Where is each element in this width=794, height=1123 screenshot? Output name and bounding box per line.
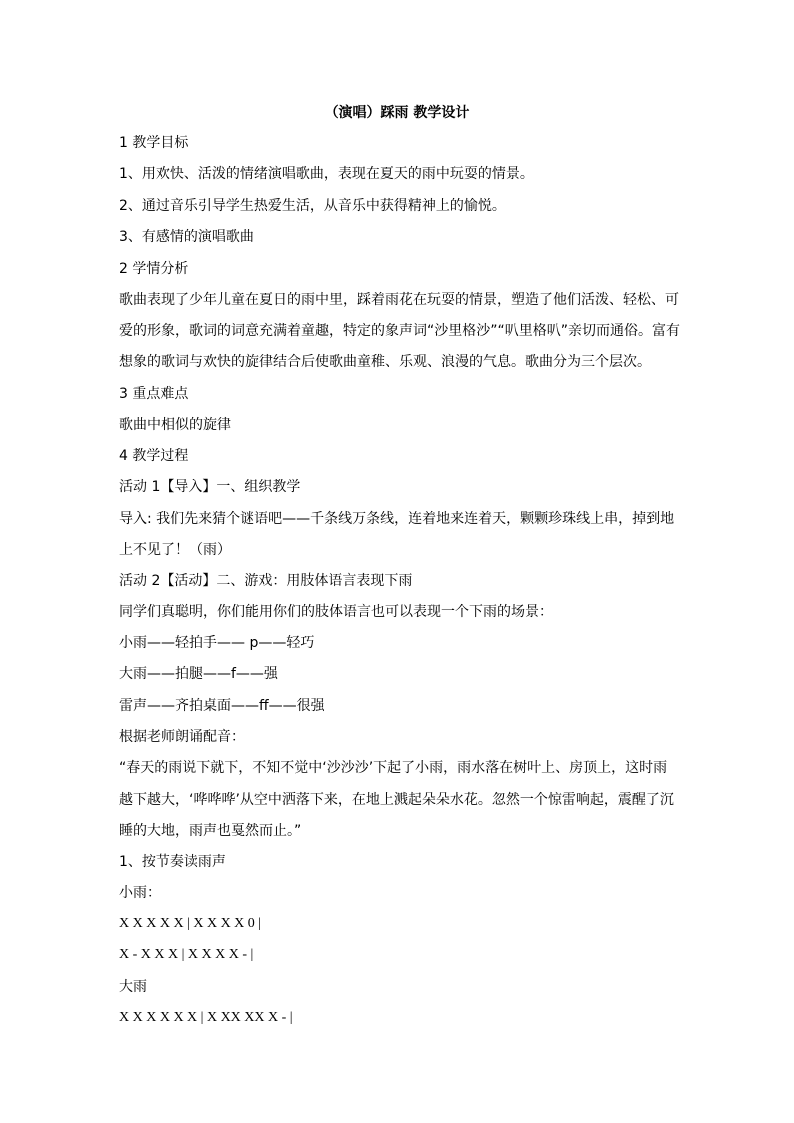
heavy-rain-line: 大雨——拍腿——f——强 xyxy=(119,666,278,682)
narration-line-2: 越下越大，‘哗哗哗’从空中洒落下来，在地上溅起朵朵水花。忽然一个惊雷响起，震醒了沉 xyxy=(119,792,674,808)
light-rain-rhythm-2: X - X X X | X X X X - | xyxy=(119,947,254,962)
section-heading-analysis: 2 学情分析 xyxy=(119,261,189,277)
light-rain-rhythm-1: X X X X X | X X X X 0 | xyxy=(119,916,262,931)
section-heading-process: 4 教学过程 xyxy=(119,448,189,464)
objective-1: 1、用欢快、活泼的情绪演唱歌曲，表现在夏天的雨中玩耍的情景。 xyxy=(119,166,534,182)
rhythm-reading-heading: 1、按节奏读雨声 xyxy=(119,854,226,870)
intro-riddle-line-2: 上不见了！（雨） xyxy=(119,542,231,558)
narration-line-3: 睡的大地，雨声也戛然而止。” xyxy=(119,823,302,839)
section-heading-objectives: 1 教学目标 xyxy=(119,135,189,151)
section-heading-key-points: 3 重点难点 xyxy=(119,386,189,402)
narration-line-1: “春天的雨说下就下，不知不觉中‘沙沙沙’下起了小雨，雨水落在树叶上、房顶上，这时雨 xyxy=(119,760,668,776)
document-title: （演唱）踩雨 教学设计 xyxy=(324,105,470,121)
intro-riddle-line-1: 导入: 我们先来猜个谜语吧——千条线万条线，连着地来连着天，颗颗珍珠线上串，掉到地 xyxy=(119,511,675,527)
objective-2: 2、通过音乐引导学生热爱生活，从音乐中获得精神上的愉悦。 xyxy=(119,198,506,214)
analysis-paragraph-line-1: 歌曲表现了少年儿童在夏日的雨中里，踩着雨花在玩耍的情景，塑造了他们活泼、轻松、可 xyxy=(119,292,679,308)
heavy-rain-label: 大雨 xyxy=(119,979,147,995)
light-rain-label: 小雨： xyxy=(119,885,161,901)
activity-1-heading: 活动 1【导入】一、组织教学 xyxy=(119,479,301,495)
objective-3: 3、有感情的演唱歌曲 xyxy=(119,229,254,245)
thunder-line: 雷声——齐拍桌面——ff——很强 xyxy=(119,698,325,714)
analysis-paragraph-line-2: 爱的形象，歌词的词意充满着童趣，特定的象声词“沙里格沙”“叭里格叭”亲切而通俗。富有 xyxy=(119,323,681,339)
activity-2-intro: 同学们真聪明，你们能用你们的肢体语言也可以表现一个下雨的场景： xyxy=(119,604,553,620)
activity-2-heading: 活动 2【活动】二、游戏：用肢体语言表现下雨 xyxy=(119,573,413,589)
analysis-paragraph-line-3: 想象的歌词与欢快的旋律结合后使歌曲童稚、乐观、浪漫的气息。歌曲分为三个层次。 xyxy=(119,354,651,370)
light-rain-line: 小雨——轻拍手—— p——轻巧 xyxy=(119,635,315,651)
key-points-text: 歌曲中相似的旋律 xyxy=(119,417,231,433)
narration-intro: 根据老师朗诵配音： xyxy=(119,729,245,745)
heavy-rain-rhythm-1: X X X X X X | X XX XX X - | xyxy=(119,1010,293,1025)
